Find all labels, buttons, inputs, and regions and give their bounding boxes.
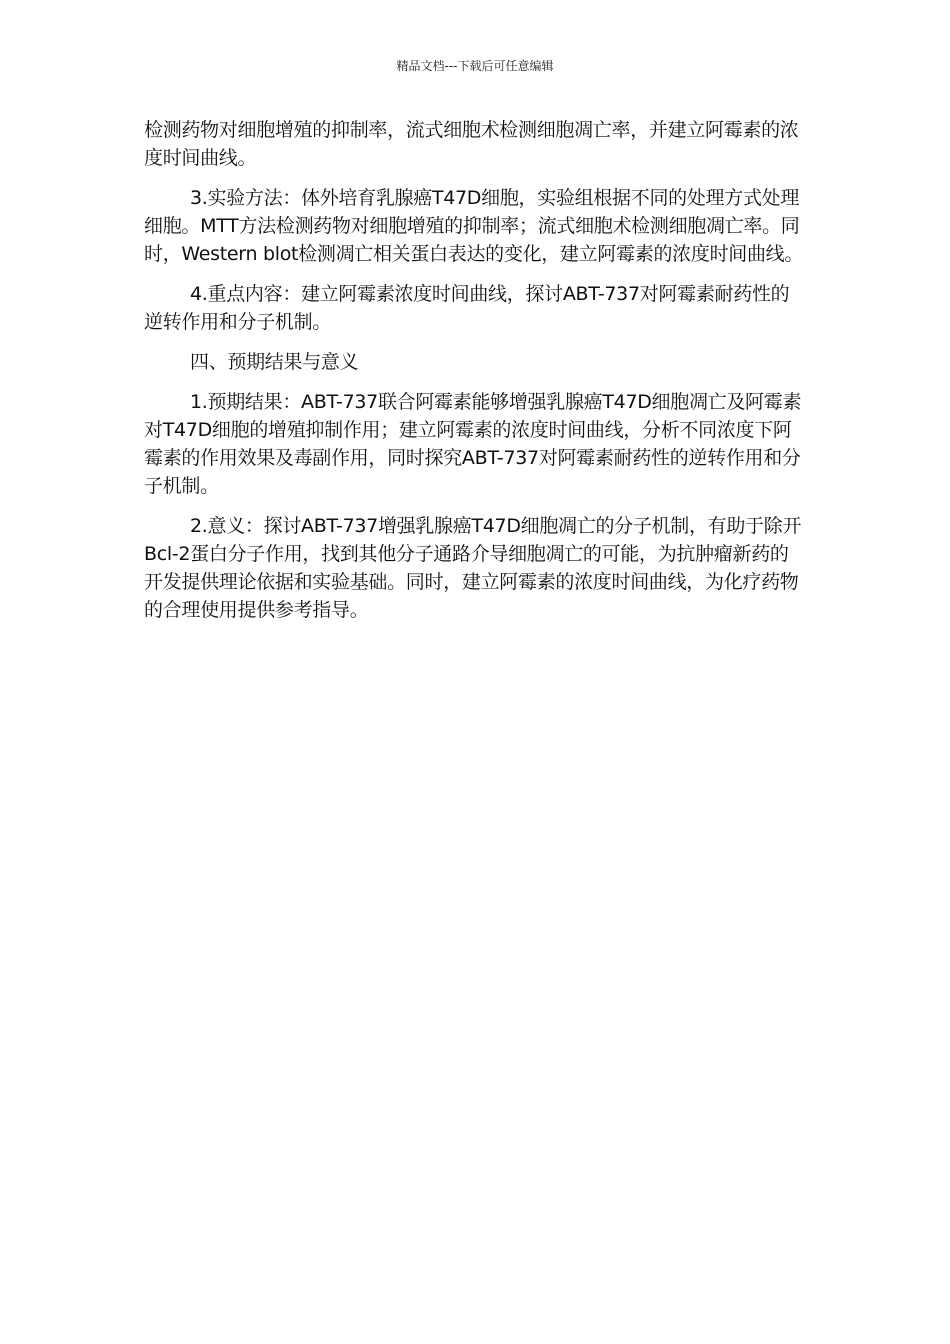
paragraph-significance: 2.意义：探讨ABT-737增强乳腺癌T47D细胞凋亡的分子机制，有助于除开Bcl-2蛋白分子作用，找到其他分子通路介导细胞凋亡的可能，为抗肿瘤新药的开发提供理论依据和实验基础。同时，建立阿霉素的浓度时间曲线，为化疗药物的合理使用提供参考指导。 <box>144 515 802 621</box>
paragraph-continuation: 检测药物对细胞增殖的抑制率，流式细胞术检测细胞凋亡率，并建立阿霉素的浓度时间曲线。 <box>144 119 799 169</box>
paragraph-expected-results: 1.预期结果：ABT-737联合阿霉素能够增强乳腺癌T47D细胞凋亡及阿霉素对T47D细胞的增殖抑制作用；建立阿霉素的浓度时间曲线，分析不同浓度下阿霉素的作用效果及毒副作用，同时探究ABT-737对阿霉素耐药性的逆转作用和分子机制。 <box>144 391 802 497</box>
paragraph-key-content: 4.重点内容：建立阿霉素浓度时间曲线，探讨ABT-737对阿霉素耐药性的逆转作用和分子机制。 <box>144 283 790 333</box>
document-body <box>144 116 806 636</box>
page-header: 精品文档---下载后可任意编辑 <box>396 59 554 73</box>
section-heading-expected-results: 四、预期结果与意义 <box>190 351 359 373</box>
paragraph-experimental-method: 3.实验方法：体外培育乳腺癌T47D细胞，实验组根据不同的处理方式处理细胞。MTT方法检测药物对细胞增殖的抑制率；流式细胞术检测细胞凋亡率。同时，Western blot检测凋亡相关蛋白表达的变化，建立阿霉素的浓度时间曲线。 <box>144 187 804 265</box>
